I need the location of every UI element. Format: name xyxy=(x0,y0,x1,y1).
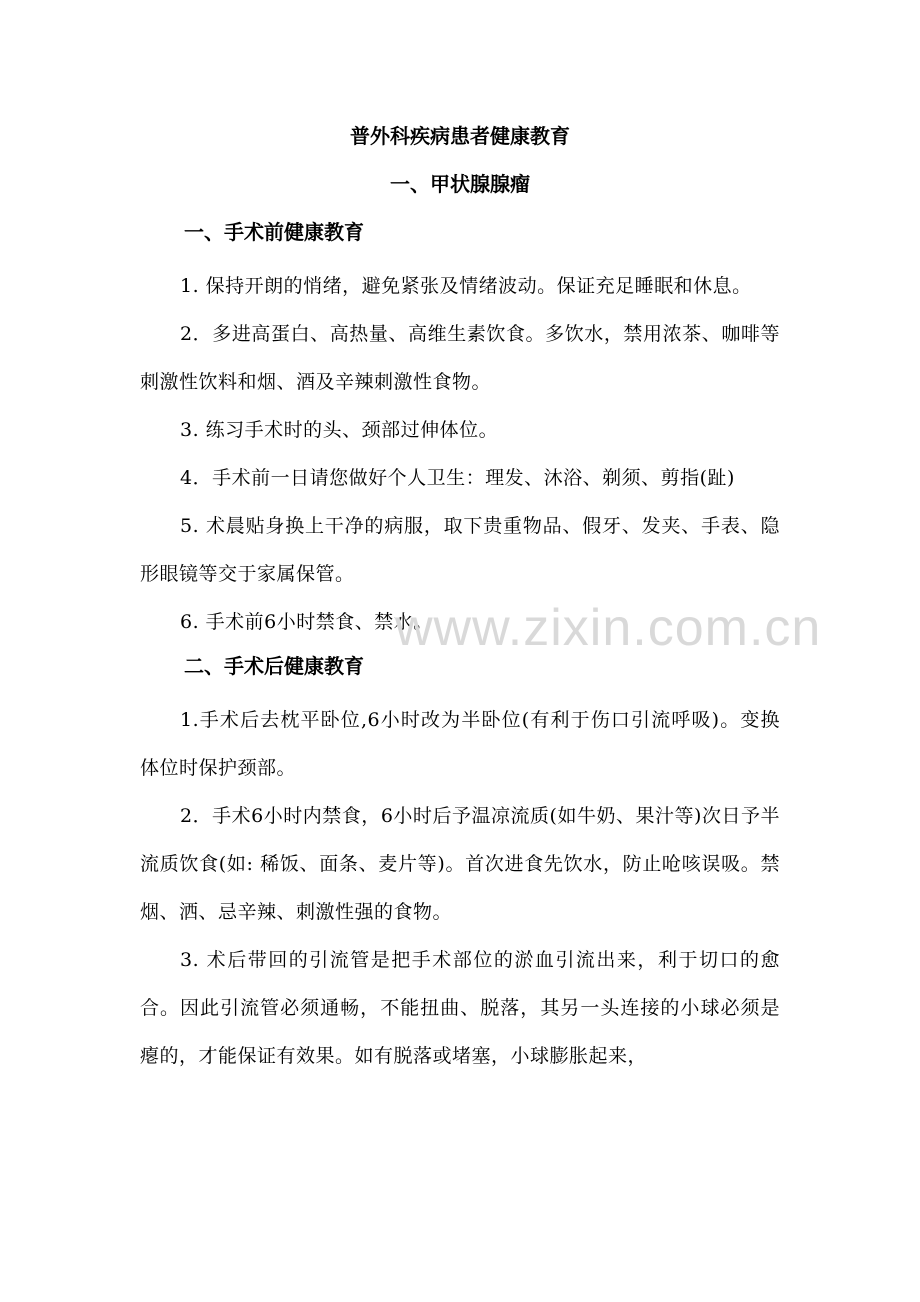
postop-item-3: 3. 术后带回的引流管是把手术部位的淤血引流出来，利于切口的愈合。因此引流管必须通畅，不能扭曲、脱落，其另一头连接的小球必须是瘪的，才能保证有效果。如有脱落或堵塞，小球膨胀起来， xyxy=(140,949,780,1067)
watermark: www.zixin.com.cn xyxy=(395,599,822,657)
preop-item-4: 4．手术前一日请您做好个人卫生：理发、沐浴、剃须、剪指(趾) xyxy=(180,467,735,489)
postop-item-2: 2．手术6小时内禁食，6小时后予温凉流质(如牛奶、果汁等)次日予半流质饮食(如: 稀饭、面条、麦片等)。首次进食先饮水，防止呛咳误吸。禁烟、洒、忌辛辣、刺激性强的食物。 xyxy=(140,805,780,923)
document-subtitle: 一、甲状腺腺瘤 xyxy=(390,172,530,196)
preop-item-3: 3. 练习手术时的头、颈部过伸体位。 xyxy=(180,419,499,441)
document-body xyxy=(140,118,780,1080)
section-heading-postop: 二、手术后健康教育 xyxy=(184,654,364,678)
preop-item-5: 5. 术晨贴身换上干净的病服，取下贵重物品、假牙、发夹、手表、隐形眼镜等交于家属保管。 xyxy=(140,515,780,585)
section-heading-preop: 一、手术前健康教育 xyxy=(184,220,364,244)
preop-item-1: 1. 保持开朗的悄绪，避免紧张及情绪波动。保证充足睡眠和休息。 xyxy=(180,275,752,297)
preop-item-2: 2．多进高蛋白、高热量、高维生素饮食。多饮水，禁用浓茶、咖啡等刺激性饮料和烟、酒及辛辣刺激性食物。 xyxy=(140,323,780,393)
preop-item-6: 6. 手术前6小时禁食、禁水。 xyxy=(180,611,433,633)
document-title: 普外科疾病患者健康教育 xyxy=(350,124,570,148)
postop-item-1: 1.手术后去枕平卧位,6小时改为半卧位(有利于伤口引流呼吸)。变换体位时保护颈部。 xyxy=(140,709,780,779)
